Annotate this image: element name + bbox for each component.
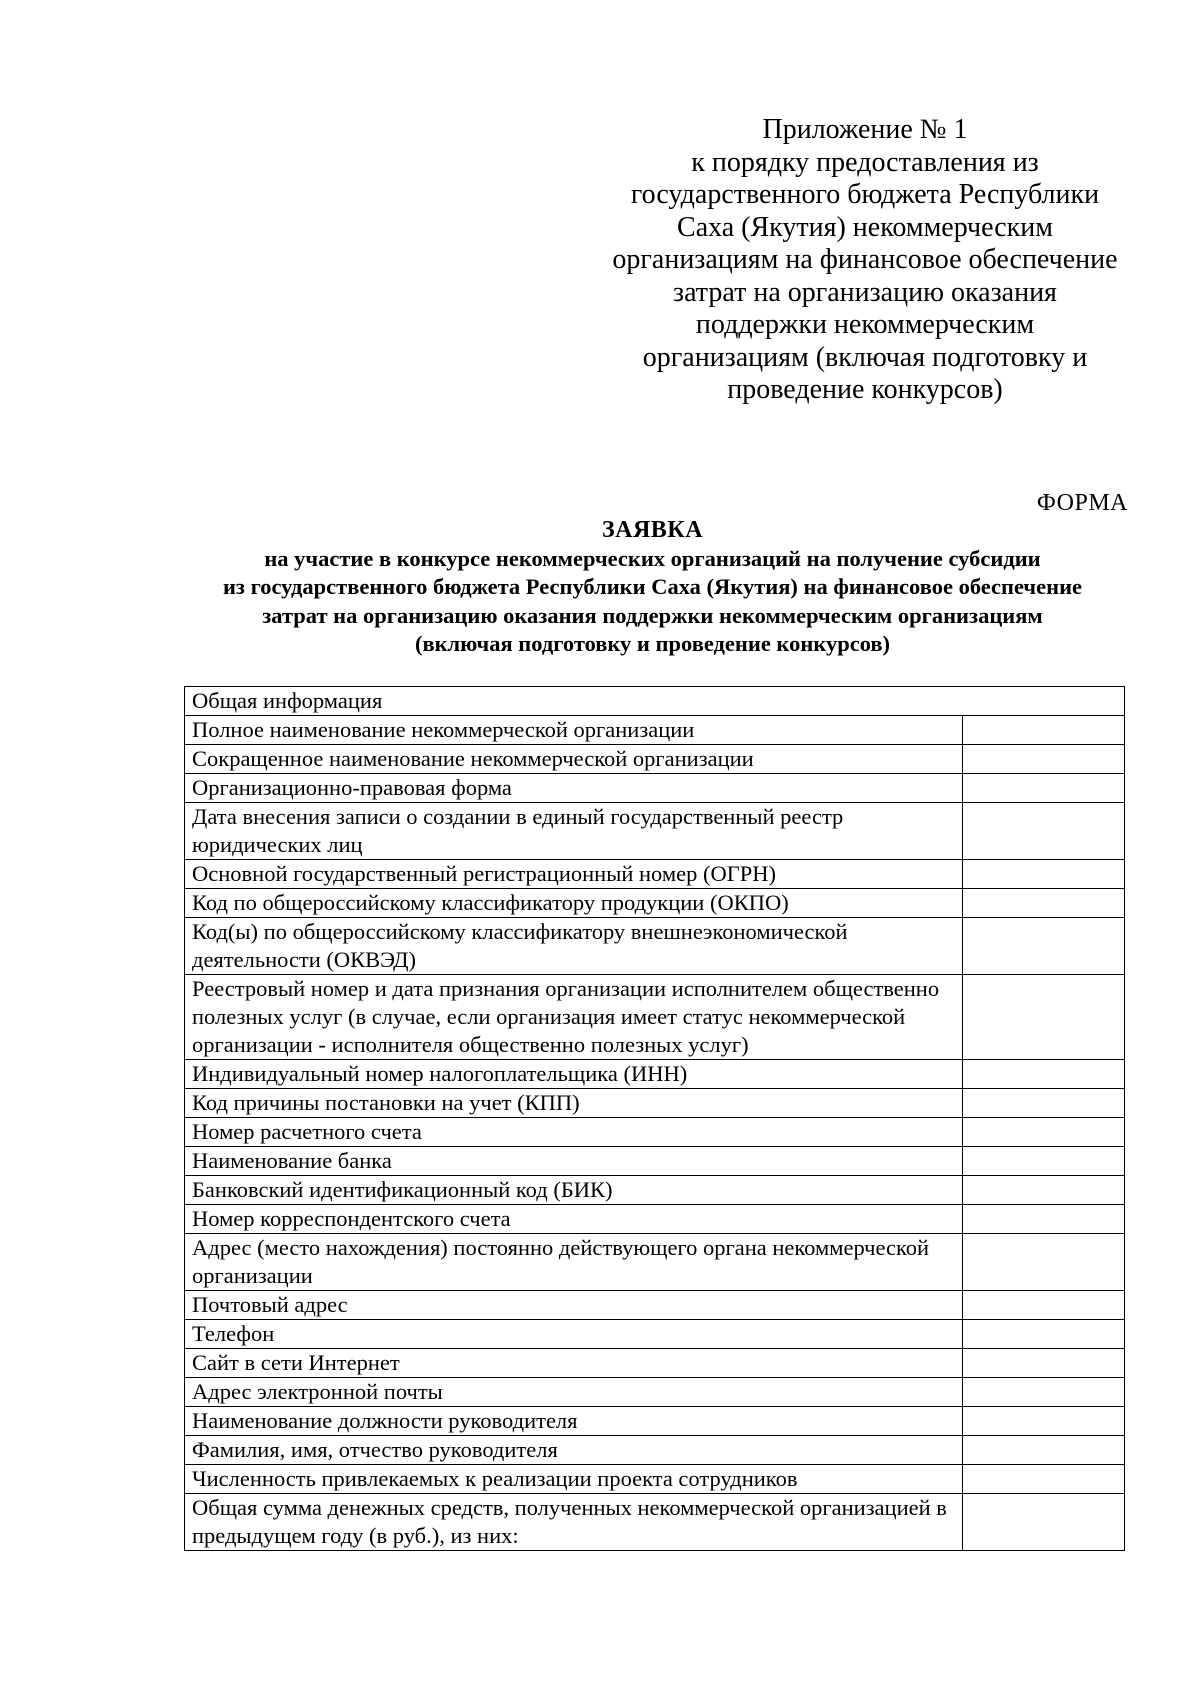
field-value-cell[interactable] (962, 1118, 1124, 1147)
field-label: Адрес (место нахождения) постоянно действующего органа некоммерческой организации (185, 1234, 963, 1291)
field-value-cell[interactable] (962, 1205, 1124, 1234)
application-form-table (184, 686, 1125, 1551)
heading-line: затрат на организацию оказания поддержки некоммерческим организациям (262, 602, 1043, 628)
field-value-cell[interactable] (962, 1320, 1124, 1349)
appendix-line: Саха (Якутия) некоммерческим (677, 211, 1053, 243)
field-value-cell[interactable] (962, 1291, 1124, 1320)
field-value-cell[interactable] (962, 1378, 1124, 1407)
field-value-cell[interactable] (962, 1465, 1124, 1494)
table-row (185, 745, 1125, 774)
appendix-line: организациям (включая подготовку и (642, 341, 1088, 373)
section-header: Общая информация (185, 687, 1125, 716)
table-row (185, 1147, 1125, 1176)
field-value-cell[interactable] (962, 1147, 1124, 1176)
table-row (185, 860, 1125, 889)
table-row (185, 1060, 1125, 1089)
field-value-cell[interactable] (962, 860, 1124, 889)
table-row (185, 1378, 1125, 1407)
table-row (185, 1349, 1125, 1378)
table-row (185, 1494, 1125, 1551)
field-label: Код причины постановки на учет (КПП) (185, 1089, 963, 1118)
heading-line: на участие в конкурсе некоммерческих организаций на получение субсидии (264, 545, 1041, 571)
appendix-line: поддержки некоммерческим (695, 309, 1035, 340)
section-header-row (185, 687, 1125, 716)
table-row (185, 1407, 1125, 1436)
field-label: Наименование должности руководителя (185, 1407, 963, 1436)
table-row (185, 803, 1125, 860)
field-label: Наименование банка (185, 1147, 963, 1176)
field-label: Реестровый номер и дата признания организации исполнителем общественно полезных услуг (в случае, если организация имеет статус некоммерческой организации - исполнителя общественно полезных услуг) (185, 975, 963, 1060)
field-label: Телефон (185, 1320, 963, 1349)
table-row (185, 716, 1125, 745)
field-value-cell[interactable] (962, 918, 1124, 975)
field-value-cell[interactable] (962, 1494, 1124, 1551)
table-row (185, 1320, 1125, 1349)
appendix-line: Приложение № 1 (762, 114, 968, 145)
field-value-cell[interactable] (962, 1349, 1124, 1378)
field-label: Код(ы) по общероссийскому классификатору внешнеэкономической деятельности (ОКВЭД) (185, 918, 963, 975)
appendix-line: государственного бюджета Республики (630, 179, 1100, 210)
table-row (185, 774, 1125, 803)
field-label: Фамилия, имя, отчество руководителя (185, 1436, 963, 1465)
appendix-line: затрат на организацию оказания (673, 276, 1057, 308)
field-label: Номер расчетного счета (185, 1118, 963, 1147)
table-row (185, 889, 1125, 918)
field-value-cell[interactable] (962, 1176, 1124, 1205)
field-value-cell[interactable] (962, 803, 1124, 860)
field-label: Почтовый адрес (185, 1291, 963, 1320)
table-row (185, 1176, 1125, 1205)
field-label: Общая сумма денежных средств, полученных некоммерческой организацией в предыдущем году (в руб.), из них: (185, 1494, 963, 1551)
form-label: ФОРМА (1036, 490, 1128, 516)
field-label: Номер корреспондентского счета (185, 1205, 963, 1234)
field-value-cell[interactable] (962, 1407, 1124, 1436)
field-label: Банковский идентификационный код (БИК) (185, 1176, 963, 1205)
field-label: Численность привлекаемых к реализации проекта сотрудников (185, 1465, 963, 1494)
field-label: Адрес электронной почты (185, 1378, 963, 1407)
field-value-cell[interactable] (962, 716, 1124, 745)
table-row (185, 1234, 1125, 1291)
field-label: Основной государственный регистрационный номер (ОГРН) (185, 860, 963, 889)
field-value-cell[interactable] (962, 889, 1124, 918)
table-row (185, 1465, 1125, 1494)
field-label: Сокращенное наименование некоммерческой организации (185, 745, 963, 774)
heading-title: ЗАЯВКА (601, 517, 704, 543)
table-row (185, 975, 1125, 1060)
heading-line: (включая подготовку и проведение конкурсов) (414, 631, 891, 656)
appendix-line: организациям на финансовое обеспечение (612, 244, 1118, 275)
field-value-cell[interactable] (962, 745, 1124, 774)
field-label: Дата внесения записи о создании в единый государственный реестр юридических лиц (185, 803, 963, 860)
field-label: Организационно-правовая форма (185, 774, 963, 803)
appendix-line: проведение конкурсов) (727, 374, 1003, 405)
field-label: Индивидуальный номер налогоплательщика (ИНН) (185, 1060, 963, 1089)
table-row (185, 1436, 1125, 1465)
table-row (185, 918, 1125, 975)
field-value-cell[interactable] (962, 1234, 1124, 1291)
appendix-line: к порядку предоставления из (691, 146, 1039, 178)
table-row (185, 1291, 1125, 1320)
table-row (185, 1118, 1125, 1147)
field-label: Код по общероссийскому классификатору продукции (ОКПО) (185, 889, 963, 918)
field-label: Сайт в сети Интернет (185, 1349, 963, 1378)
table-row (185, 1089, 1125, 1118)
field-value-cell[interactable] (962, 774, 1124, 803)
field-value-cell[interactable] (962, 975, 1124, 1060)
field-value-cell[interactable] (962, 1436, 1124, 1465)
document-heading (140, 516, 1165, 659)
field-value-cell[interactable] (962, 1060, 1124, 1089)
field-value-cell[interactable] (962, 1089, 1124, 1118)
field-label: Полное наименование некоммерческой организации (185, 716, 963, 745)
heading-line: из государственного бюджета Республики Саха (Якутия) на финансовое обеспечение (222, 574, 1083, 599)
appendix-block (590, 114, 1140, 407)
table-row (185, 1205, 1125, 1234)
